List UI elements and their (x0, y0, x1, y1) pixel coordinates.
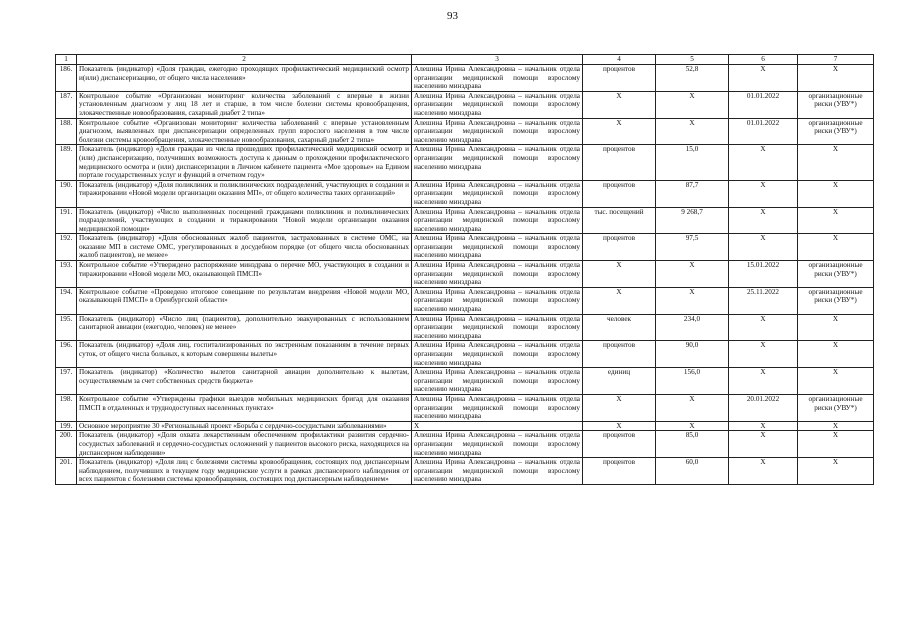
row-description: Контрольное событие «Утверждено распоряжение минздрава о перечне МО, участвующих в создании и тиражировании «Новой модели МО, оказывающей ПМСП» (77, 261, 412, 288)
row-responsible: Алешина Ирина Александровна – начальник отдела организации медицинской помощи взрослому населению минздрава (412, 314, 583, 341)
row-number: 191. (56, 207, 77, 234)
row-unit: процентов (583, 145, 656, 180)
header-row (56, 55, 874, 65)
row-unit: единиц (583, 368, 656, 395)
row-description: Показатель (индикатор) «Доля лиц, госпитализированных по экстренным показаниям в течение первых суток, от общего числа больных, к которым совершены вылеты» (77, 341, 412, 368)
row-date: X (729, 65, 798, 92)
row-value: 97,5 (656, 234, 729, 261)
row-unit: X (583, 394, 656, 421)
row-value: 60,0 (656, 458, 729, 485)
row-description: Контрольное событие «Организован мониторинг количества заболеваний с впервые в жизни установленным диагнозом у лиц 18 лет и старше, в том числе болезни системы кровообращения, злокачественные новообразования, сахарный диабет 2 типа» (77, 91, 412, 118)
row-description: Показатель (индикатор) «Число выполненных посещений гражданами поликлиник и поликлинических подразделений, участвующих в создании и тиражировании "Новой модели организации оказания медицинской помощи» (77, 207, 412, 234)
row-number: 196. (56, 341, 77, 368)
row-number: 200. (56, 431, 77, 458)
col-header: 5 (656, 55, 729, 65)
table-row (56, 118, 874, 145)
row-responsible: Алешина Ирина Александровна – начальник отдела организации медицинской помощи взрослому населению минздрава (412, 431, 583, 458)
row-risk: X (798, 431, 874, 458)
row-number: 187. (56, 91, 77, 118)
row-risk: X (798, 180, 874, 207)
row-number: 189. (56, 145, 77, 180)
row-number: 194. (56, 287, 77, 314)
row-responsible: Алешина Ирина Александровна – начальник отдела организации медицинской помощи взрослому населению минздрава (412, 394, 583, 421)
row-risk: X (798, 368, 874, 395)
table-body (56, 65, 874, 485)
row-number: 192. (56, 234, 77, 261)
col-header: 1 (56, 55, 77, 65)
table-row (56, 341, 874, 368)
row-date: X (729, 234, 798, 261)
page-number: 93 (447, 10, 458, 22)
row-unit: процентов (583, 458, 656, 485)
row-unit: X (583, 287, 656, 314)
row-date: 20.01.2022 (729, 394, 798, 421)
row-unit: X (583, 421, 656, 431)
table-row (56, 261, 874, 288)
row-responsible: Алешина Ирина Александровна – начальник отдела организации медицинской помощи взрослому населению минздрава (412, 91, 583, 118)
row-number: 193. (56, 261, 77, 288)
row-unit: процентов (583, 65, 656, 92)
row-description: Контрольное событие «Проведено итоговое совещание по результатам внедрения «Новой модели МО, оказывающей ПМСП» в Оренбургской области» (77, 287, 412, 314)
row-unit: процентов (583, 431, 656, 458)
row-risk: X (798, 458, 874, 485)
row-value: X (656, 394, 729, 421)
row-responsible: Алешина Ирина Александровна – начальник отдела организации медицинской помощи взрослому населению минздрава (412, 368, 583, 395)
plan-table (55, 54, 874, 485)
col-header: 7 (798, 55, 874, 65)
row-risk: X (798, 314, 874, 341)
row-responsible: Алешина Ирина Александровна – начальник отдела организации медицинской помощи взрослому населению минздрава (412, 234, 583, 261)
table-row (56, 234, 874, 261)
row-value: X (656, 287, 729, 314)
row-number: 190. (56, 180, 77, 207)
row-risk: организационные риски (УВУ*) (798, 261, 874, 288)
row-value: 87,7 (656, 180, 729, 207)
table-row (56, 458, 874, 485)
row-responsible: Алешина Ирина Александровна – начальник отдела организации медицинской помощи взрослому населению минздрава (412, 65, 583, 92)
row-description: Показатель (индикатор) «Количество вылетов санитарной авиации дополнительно к вылетам, осуществляемым за счет собственных средств бюджета» (77, 368, 412, 395)
row-number: 195. (56, 314, 77, 341)
row-risk: X (798, 421, 874, 431)
row-description: Показатель (индикатор) «Доля охвата лекарственным обеспечением профилактики развития сердечно-сосудистых заболеваний и сердечно-сосудистых осложнений у пациентов высокого риска, находящихся на диспансерном наблюдении» (77, 431, 412, 458)
row-risk: X (798, 145, 874, 180)
row-date: 15.01.2022 (729, 261, 798, 288)
row-responsible: Алешина Ирина Александровна – начальник отдела организации медицинской помощи взрослому населению минздрава (412, 341, 583, 368)
row-risk: организационные риски (УВУ*) (798, 91, 874, 118)
row-number: 186. (56, 65, 77, 92)
table-row (56, 180, 874, 207)
row-date: X (729, 421, 798, 431)
table-row (56, 287, 874, 314)
table-row (56, 207, 874, 234)
row-description: Показатель (индикатор) «Доля граждан из числа прошедших профилактический медицинский осмотр и (или) диспансеризацию, получивших возможность доступа к данным о прохождении профилактического медицинского осмотра и (или) диспансеризации в Личном кабинете пациента «Мое здоровье» на Едином портале государственных услуг и функций в отчетном году» (77, 145, 412, 180)
table-row (56, 145, 874, 180)
table-row (56, 65, 874, 92)
row-unit: X (583, 118, 656, 145)
row-value: X (656, 421, 729, 431)
table-row (56, 314, 874, 341)
row-number: 199. (56, 421, 77, 431)
row-date: 01.01.2022 (729, 118, 798, 145)
row-value: X (656, 118, 729, 145)
row-description: Показатель (индикатор) «Доля лиц с болезнями системы кровообращения, состоящих под диспансерным наблюдением, получивших в текущем году медицинские услуги в рамках диспансерного наблюдения от всех пациентов с болезнями системы кровообращения, состоящих под диспансерным наблюдением» (77, 458, 412, 485)
row-risk: организационные риски (УВУ*) (798, 394, 874, 421)
table-row (56, 431, 874, 458)
row-risk: X (798, 65, 874, 92)
table-row (56, 394, 874, 421)
table-row (56, 368, 874, 395)
row-value: 234,0 (656, 314, 729, 341)
row-date: X (729, 458, 798, 485)
row-value: X (656, 261, 729, 288)
row-unit: X (583, 91, 656, 118)
row-risk: X (798, 234, 874, 261)
row-unit: процентов (583, 180, 656, 207)
row-responsible: Алешина Ирина Александровна – начальник отдела организации медицинской помощи взрослому населению минздрава (412, 180, 583, 207)
col-header: 3 (412, 55, 583, 65)
row-date: X (729, 431, 798, 458)
row-number: 188. (56, 118, 77, 145)
row-description: Контрольное событие «Утверждены графики выездов мобильных медицинских бригад для оказания ПМСП в отдаленных и труднодоступных населенных пунктах» (77, 394, 412, 421)
row-responsible: Алешина Ирина Александровна – начальник отдела организации медицинской помощи взрослому населению минздрава (412, 207, 583, 234)
row-date: X (729, 341, 798, 368)
row-risk: организационные риски (УВУ*) (798, 287, 874, 314)
row-responsible: Алешина Ирина Александровна – начальник отдела организации медицинской помощи взрослому населению минздрава (412, 458, 583, 485)
row-number: 201. (56, 458, 77, 485)
row-date: X (729, 368, 798, 395)
row-responsible: Алешина Ирина Александровна – начальник отдела организации медицинской помощи взрослому населению минздрава (412, 145, 583, 180)
row-responsible: Алешина Ирина Александровна – начальник отдела организации медицинской помощи взрослому населению минздрава (412, 261, 583, 288)
col-header: 4 (583, 55, 656, 65)
row-value: 90,0 (656, 341, 729, 368)
row-value: X (656, 91, 729, 118)
row-value: 85,0 (656, 431, 729, 458)
row-date: 25.11.2022 (729, 287, 798, 314)
col-header: 6 (729, 55, 798, 65)
row-description: Показатель (индикатор) «Доля поликлиник и поликлинических подразделений, участвующих в создании и тиражировании «Новой модели организации оказания МП», от общего количества таких организаций» (77, 180, 412, 207)
row-number: 197. (56, 368, 77, 395)
row-unit: процентов (583, 341, 656, 368)
table-row (56, 91, 874, 118)
row-description: Основное мероприятие 30 «Региональный проект «Борьба с сердечно-сосудистыми заболеваниями» (77, 421, 412, 431)
row-date: X (729, 314, 798, 341)
row-date: 01.01.2022 (729, 91, 798, 118)
row-unit: человек (583, 314, 656, 341)
row-risk: организационные риски (УВУ*) (798, 118, 874, 145)
row-responsible: Алешина Ирина Александровна – начальник отдела организации медицинской помощи взрослому населению минздрава (412, 287, 583, 314)
row-value: 52,8 (656, 65, 729, 92)
row-description: Показатель (индикатор) «Число лиц (пациентов), дополнительно эвакуированных с использованием санитарной авиации (ежегодно, человек) не менее» (77, 314, 412, 341)
row-value: 156,0 (656, 368, 729, 395)
table-row (56, 421, 874, 431)
row-date: X (729, 180, 798, 207)
row-responsible: X (412, 421, 583, 431)
row-number: 198. (56, 394, 77, 421)
row-date: X (729, 145, 798, 180)
row-responsible: Алешина Ирина Александровна – начальник отдела организации медицинской помощи взрослому населению минздрава (412, 118, 583, 145)
row-value: 15,0 (656, 145, 729, 180)
row-risk: X (798, 207, 874, 234)
row-unit: процентов (583, 234, 656, 261)
col-header: 2 (77, 55, 412, 65)
row-date: X (729, 207, 798, 234)
row-value: 9 268,7 (656, 207, 729, 234)
row-risk: X (798, 341, 874, 368)
row-description: Показатель (индикатор) «Доля граждан, ежегодно проходящих профилактический медицинский осмотр и(или) диспансеризацию, от общего числа населения» (77, 65, 412, 92)
row-description: Контрольное событие «Организован мониторинг количества заболеваний с впервые установленным диагнозом, выявленных при диспансеризации определенных групп взрослого населения в том числе болезни системы кровообращения, злокачественные новообразования, сахарный диабет 2 типа» (77, 118, 412, 145)
row-unit: X (583, 261, 656, 288)
row-description: Показатель (индикатор) «Доля обоснованных жалоб пациентов, застрахованных в системе ОМС, на оказание МП в системе ОМС, урегулированных в досудебном порядке (от общего числа обоснованных жалоб пациентов), не менее» (77, 234, 412, 261)
row-unit: тыс. посещений (583, 207, 656, 234)
